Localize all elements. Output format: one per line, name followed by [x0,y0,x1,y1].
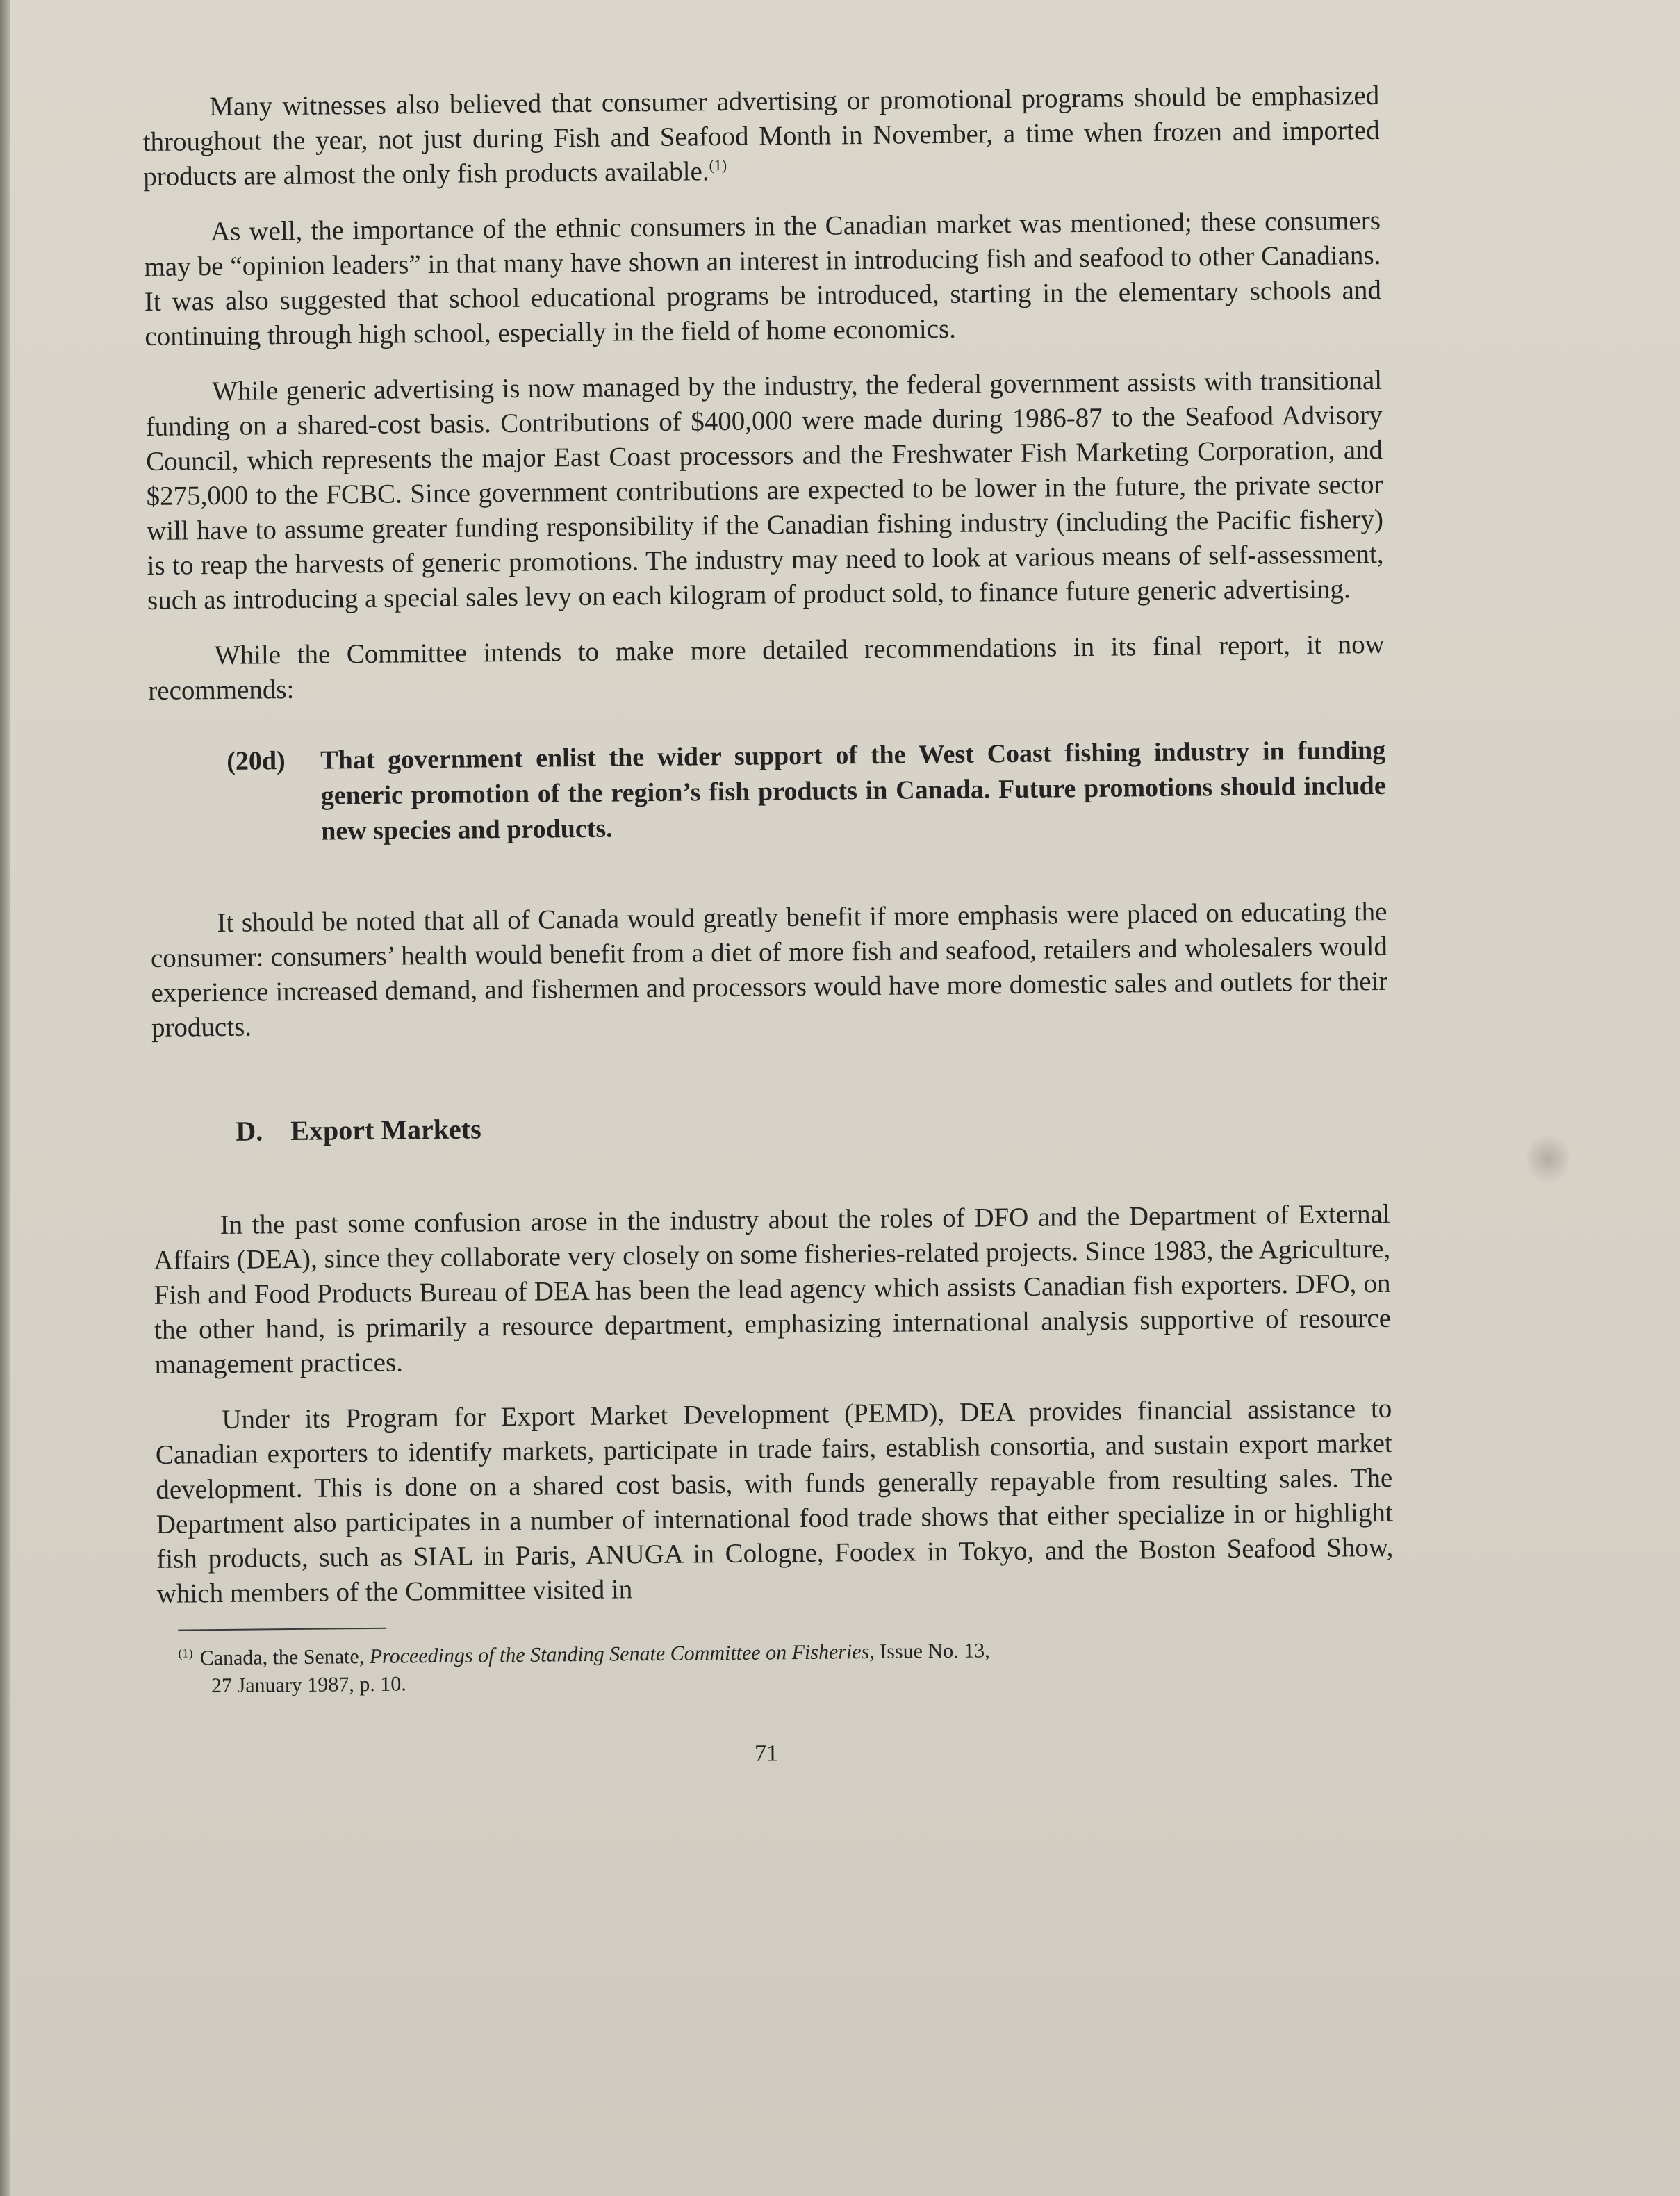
footnote-line-1: $^{(1)}$ Canada, the Senate, Proceedings of the Standing Senate Committee on Fisheries, Issue No. 13, [178,1639,990,1670]
footnote-line-2: 27 January 1987, p. 10. [211,1672,406,1698]
footnote [178,1628,1394,1701]
section-paragraph-2: Under its Program for Export Market Development (PEMD), DEA provides financial assistance to Canadian exporters to identify markets, participate in trade fairs, establish consortia, and sustain export market development. This is done on a shared cost basis, with funds generally repayable from resulting sales. The Department also participates in a number of international food trade shows that either specialize in or highlight fish products, such as SIAL in Paris, ANUGA in Cologne, Foodex in Tokyo, and the Boston Seafood Show, which members of the Committee visited in [155,1393,1394,1609]
footnote-marker: (1) [178,1646,193,1660]
recommendation-text: That government enlist the wider support of the West Coast fishing industry in funding generic promotion of the region’s fish products in Canada. Future promotions should include new species and products. [320,735,1386,846]
punch-hole-mark [1527,1131,1569,1187]
footnote-divider [178,1628,386,1631]
paragraph-5: It should be noted that all of Canada would greatly benefit if more emphasis were placed on educating the consumer: consumers’ health would benefit from a diet of more fish and seafood, retailers and wholesalers would experience increased demand, and fishermen and processors would have more domestic sales and outlets for their products. [150,896,1388,1043]
recommendation-number: (20d) [227,746,286,776]
binding-edge [0,0,10,2196]
footnote-source-title: Proceedings of the Standing Senate Committee on Fisheries [369,1640,870,1668]
recommendation-20d [227,733,1386,850]
section-paragraph-1: In the past some confusion arose in the industry about the roles of DFO and the Department of External Affairs (DEA), since they collaborate very closely on some fisheries-related projects. Since 1983, the Agriculture, Fish and Food Products Bureau of DEA has been the lead agency which assists Canadian fish exporters. DFO, on the other hand, is primarily a resource department, emphasizing international analysis supportive of resource management practices. [153,1198,1392,1380]
page-number: 71 [754,1740,779,1767]
paragraph-2: As well, the importance of the ethnic consumers in the Canadian market was mentioned; these consumers may be “opinion leaders” in that many have shown an interest in introducing fish and seafood to other Canadians. It was also suggested that school educational programs be introduced, starting in the elementary schools and continuing through high school, especially in the field of home economics. [144,205,1382,352]
paragraph-1: Many witnesses also believed that consumer advertising or promotional programs should be emphasized throughout the year, not just during Fish and Seafood Month in November, a time when frozen and imported products are almost the only fish products available.$^{(1)}$ [142,80,1380,192]
section-heading: D. Export Markets [236,1113,481,1147]
footnote-reference[interactable]: (1) [709,156,727,174]
paragraph-3: While generic advertising is now managed by the industry, the federal government assists with transitional funding on a shared-cost basis. Contributions of $400,000 were made during 1986-87 to the Seafood Advisory Council, which represents the major East Coast processors and the Freshwater Fish Marketing Corporation, and $275,000 to the FCBC. Since government contributions are expected to be lower in the future, the private sector will have to assume greater funding responsibility if the Canadian fishing industry (including the Pacific fishery) is to reap the harvests of generic promotions. The industry may need to look at various means of self-assessment, such as introducing a special sales levy on each kilogram of product sold, to finance future generic advertising. [145,365,1384,616]
paragraph-4: While the Committee intends to make more detailed recommendations in its final report, it now recommends: [148,629,1385,706]
page-content [142,79,1395,1777]
